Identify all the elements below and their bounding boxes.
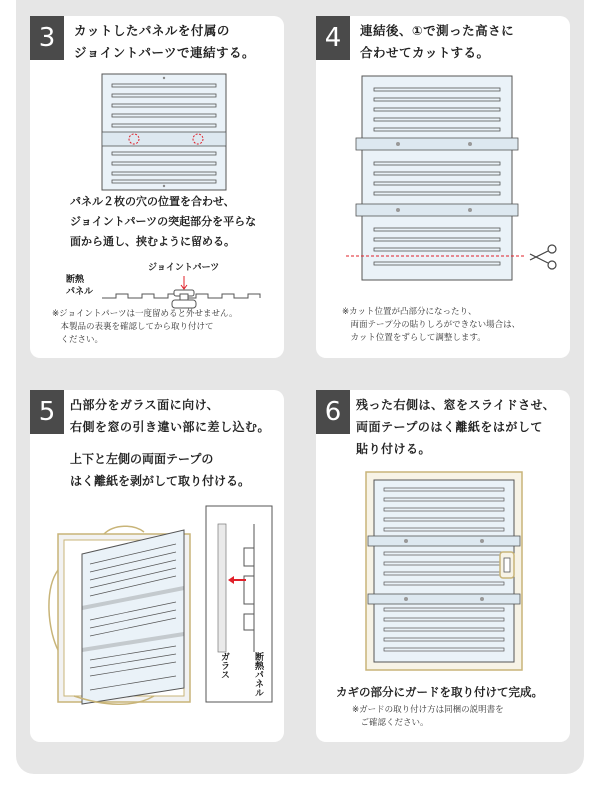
step-3-note: ※ジョイントパーツは一度留めると外せません。 本製品の表裏を確認してから取り付けて ください。 bbox=[52, 309, 238, 345]
step-3-label-panel: 断熱 パネル bbox=[66, 275, 94, 297]
scissors-icon bbox=[528, 244, 558, 270]
step-6-card bbox=[316, 390, 570, 742]
step-5-title: 凸部分をガラス面に向け、 右側を窓の引き違い部に差し込む。 bbox=[70, 398, 271, 434]
step-6-title: 残った右側は、窓をスライドさせ、 両面テープのはく離紙をはがして 貼り付ける。 bbox=[356, 398, 556, 456]
step-4-card bbox=[316, 16, 570, 358]
step-4-number: 4 bbox=[316, 16, 350, 60]
step-5-window-illustration bbox=[44, 520, 194, 710]
step-5-number: 5 bbox=[30, 390, 64, 434]
step-5-label-panel: 断熱パネル bbox=[253, 652, 263, 697]
step-3-panel-illustration bbox=[102, 74, 232, 192]
step-5-card bbox=[30, 390, 284, 742]
step-3-number: 3 bbox=[30, 16, 64, 60]
step-3-label-joint: ジョイントパーツ bbox=[148, 263, 220, 273]
step-4-panel-illustration bbox=[346, 76, 556, 286]
step-3-title: カットしたパネルを付属の ジョイントパーツで連結する。 bbox=[74, 23, 256, 60]
step-6-instruction: カギの部分にガードを取り付けて完成。 bbox=[336, 685, 543, 699]
step-3-instruction: パネル２枚の穴の位置を合わせ、 ジョイントパーツの突起部分を平らな 面から通し、挟むように留める。 bbox=[70, 195, 257, 248]
step-6-window-illustration bbox=[366, 472, 526, 674]
step-3-card bbox=[30, 16, 284, 358]
step-5-instruction: 上下と左側の両面テープの はく離紙を剥がして取り付ける。 bbox=[70, 452, 251, 488]
step-6-number: 6 bbox=[316, 390, 350, 434]
step-4-title: 連結後、①で測った高さに 合わせてカットする。 bbox=[360, 23, 515, 60]
step-5-cross-section bbox=[206, 506, 276, 706]
step-5-label-glass: ガラス bbox=[219, 652, 229, 679]
step-4-note: ※カット位置が凸部分になったり、 両面テープ分の貼りしろができない場合は、 カット位置をずらして調整します。 bbox=[342, 307, 521, 343]
step-6-note: ※ガードの取り付け方は同梱の説明書を ご確認ください。 bbox=[352, 705, 504, 728]
